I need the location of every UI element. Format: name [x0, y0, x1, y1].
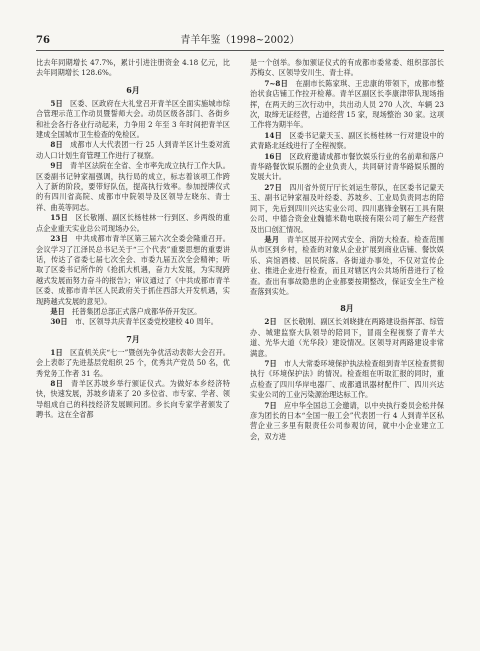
chronicle-entry [36, 213, 230, 234]
entry-date: 是日 [50, 306, 65, 316]
entry-text: 托普集团总部正式落户成都华侨开发区。 [71, 306, 202, 316]
month-heading-august: 8月 [340, 303, 354, 314]
right-column [250, 58, 444, 624]
left-column [36, 58, 230, 624]
entry-date: 8日 [50, 378, 64, 388]
entry-text: 区长敬刚、副区长杨桂林一行到区、乡两级的重点企业重天实业总公司现场办公。 [36, 213, 230, 233]
entry-text: 应中华全国总工会邀请，以中央执行委员会松井保彦为团长的日本“全国一般工会”代表团一行 4 人到青羊区私营企业三多里有限责任公司参观访问，就中小企业建立工会，双方进 [250, 400, 444, 441]
page-header [36, 34, 444, 51]
entry-date: 9日 [50, 161, 63, 171]
chronicle-entry [36, 348, 230, 379]
entry-date: 是月 [264, 234, 280, 244]
entry-date: 16日 [264, 151, 282, 161]
july-entries-left [36, 348, 230, 421]
entry-text: 青羊区展开拉网式安全、消防大检查。检查范围从市区到乡村，检查的对象从企业扩展到商业店铺、餐饮娱乐、宾馆酒楼、居民院落。各街道办事处，不仅对宣传企业、推进企业进行检查，而且对辖区内公共场所普进行了检查。查出有事故隐患的企业都要按期整改，保证安全生产检查落到实处。 [250, 234, 444, 296]
chronicle-entry [250, 359, 444, 401]
june-entries [36, 99, 230, 328]
chronicle-entry [250, 317, 444, 359]
chronicle-entry [250, 401, 444, 443]
july-entries-right [250, 79, 444, 298]
entry-text: 四川省外贸厅厅长刘运生带队，在区委书记蒙天玉、副书记钟家福及叶经委、苏坡乡、工业局负责同志的陪同下，先后到四川兴达实业公司、四川惠锋金钢石工具有限公司、中德合资金业魏德米勒电联接有限公司了解生产经营及出口创汇情况。 [250, 182, 444, 234]
chronicle-entry [36, 379, 230, 421]
entry-date: 23日 [50, 234, 68, 244]
entry-text: 市人大常委环境保护执法检查组到青羊区检查贯彻执行《环境保护法》的情况。检查组在听取汇报的同时，重点检查了四川华岸电器厂、成都通讯器材配件厂、四川兴达实业公司的工业污染源治理达标工作。 [250, 358, 444, 400]
chronicle-entry [36, 317, 230, 327]
entry-text: 区直机关庆“七一”暨创先争优活动表彰大会召开。会上表彰了先进基层党组织 25 个，优秀共产党员 50 名，优秀党务工作者 31 名。 [36, 347, 230, 378]
entry-date: 5日 [50, 98, 63, 108]
chronicle-entry [36, 140, 230, 161]
continued-paragraph: 比去年同期增长 47.7%，累计引进注册资金 4.18 亿元，比去年同期增长 128.6%。 [36, 58, 230, 78]
entry-date: 2日 [264, 317, 277, 327]
entry-date: 30日 [50, 317, 68, 327]
entry-text: 青羊区苏坡乡举行颁证仪式。为做好本乡经济特快，快速发展，苏坡乡请来了 20 多位省、市专家、学者、领导组成自己的科技经济发展顾问团。乡长向专家学者颁发了聘书。这在全省都 [36, 378, 230, 420]
entry-text: 成都市人大代表团一行 25 人到青羊区计生委对流动人口计划生育管理工作进行了视察。 [36, 140, 230, 160]
month-heading-june: 6月 [126, 84, 140, 95]
entry-date: 7~8日 [264, 78, 289, 88]
month-heading-july: 7月 [126, 333, 140, 344]
entry-date: 27日 [264, 182, 282, 192]
entry-date: 15日 [50, 213, 68, 223]
continued-paragraph: 是一个创举。参加颁证仪式的有成都市委常委、组织部部长苏梅女、区领导安川生、青士祥。 [250, 58, 444, 78]
entry-text: 青羊区法院在全省、全市率先成立执行工作大队。区委副书记钟家福强调，执行局的成立，标志着该项工作跨入了新的阶段，要带好队伍，提高执行效率。参加授牌仪式的有四川省高院、成都市中院领导及区领导左晓东、青士祥、曲英等同志。 [36, 161, 230, 212]
entry-date: 7日 [264, 400, 277, 410]
entry-text: 区长敬刚、副区长刘晓捷在两路建设指挥部、综管办、城建监察大队领导的陪同下，冒雨全程视察了青羊大道、光华大道（光华段）建设情况。区领导对两路建设非常满意。 [250, 317, 444, 358]
chronicle-entry [250, 152, 444, 183]
entry-text: 在副市长陈家琪、王忠康的带领下，成都市整治状食店铺工作拉开检幕。青羊区副区长李康津带队现场指挥，在两天的三次行动中，共出动人员 270 人次、车辆 23 次，取缔无证经营，占道经营 15 家，现场整治 30 家。这项工作将为期半年。 [250, 78, 444, 130]
page-number: 76 [36, 35, 50, 46]
chronicle-entry [250, 235, 444, 297]
chronicle-entry [36, 161, 230, 213]
entry-text: 区委书记蒙天玉、副区长杨桂林一行对建设中的武青路北延线进行了全程视察。 [250, 130, 444, 151]
entry-date: 7日 [264, 358, 277, 368]
chronicle-entry [36, 307, 230, 317]
entry-text: 中共成都市青羊区第三届六次全委会隆重召开。会议学习了江泽民总书记关于“三个代表”重要思想的重要讲话，传达了省委七届七次全会、市委九届五次全会精神；听取了区委书记所作的《抢抓大机遇，奋力大发展，为实现跨越式发展而努力奋斗的报告》；审议通过了《中共成都市青羊区委、成都市青羊区人民政府关于抓住西部大开发机遇，实现跨越式发展的意见》。 [36, 234, 230, 306]
entry-text: 区政府邀请成都市餐饮娱乐行业的名前辈和落户青华路餐饮娱乐圈的企业负责人，共同研讨青华路娱乐圈的发展大计。 [250, 151, 444, 182]
entry-text: 市、区领导共庆青羊区委党校建校 40 周年。 [74, 317, 218, 327]
chronicle-entry [250, 131, 444, 152]
chronicle-entry [36, 99, 230, 141]
entry-date: 14日 [264, 130, 282, 140]
chronicle-entry [250, 79, 444, 131]
chronicle-entry [250, 183, 444, 235]
running-title: 青羊年鉴（1998~2002） [180, 35, 300, 46]
chronicle-entry [36, 234, 230, 307]
entry-date: 1日 [50, 347, 63, 357]
entry-text: 区委、区政府在大礼堂召开青羊区全面实施城市综合管理示范工作动员暨誓师大会。动员区级各部门、各街乡和社会各行各业行动起来，力争用 2 年至 3 年时间把青羊区建成全国城市卫生检查的免检区。 [36, 98, 230, 140]
entry-date: 8日 [50, 140, 63, 150]
august-entries [250, 317, 444, 442]
